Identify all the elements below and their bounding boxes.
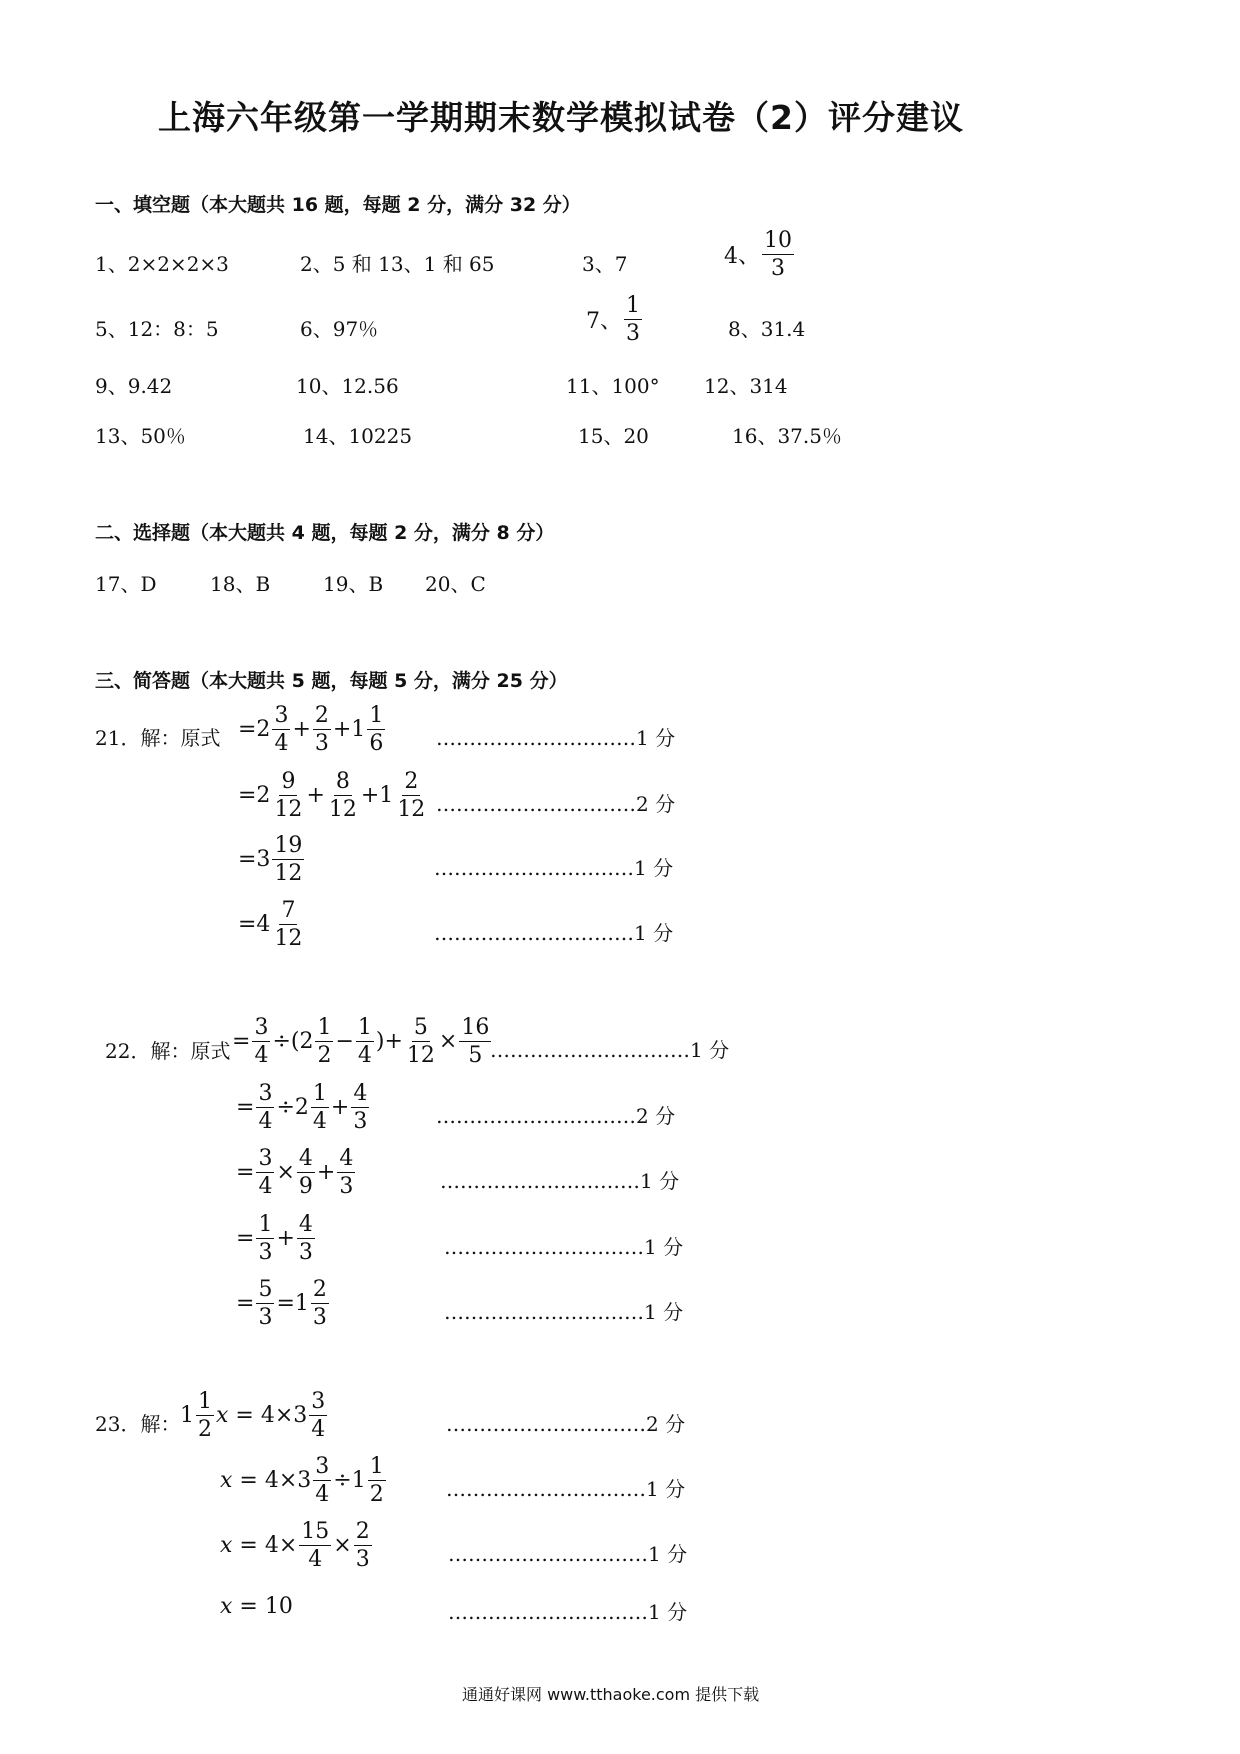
answer-15: 15、20 <box>578 424 649 448</box>
answer-7 <box>586 294 644 345</box>
q22-step4: = $\frac{1}{3}$ + $\frac{4}{3}$ <box>236 1212 313 1266</box>
q21-step1-points: …………………………1 分 <box>436 726 676 750</box>
q23-step2-points: …………………………1 分 <box>446 1477 686 1501</box>
answer-14: 14、10225 <box>303 424 413 448</box>
answer-7-label: 7、 <box>586 309 622 335</box>
q23-step3-points: …………………………1 分 <box>448 1542 688 1566</box>
q21-step3-points: …………………………1 分 <box>434 856 674 880</box>
answer-4-label: 4、 <box>724 244 760 270</box>
q21-step2: =2 $\frac{9}{12}$ + $\frac{8}{12}$ +1 $\frac{2}{12}$ <box>238 769 426 823</box>
q21-label: 21．解：原式 <box>95 726 221 750</box>
answer-2: 2、5 和 13、1 和 65 <box>300 252 495 276</box>
answer-1: 1、2×2×2×3 <box>95 252 229 276</box>
q23-step1: 1 $\frac{1}{2}$ x = 4×3 $\frac{3}{4}$ <box>180 1389 326 1443</box>
section2-heading: 二、选择题（本大题共 4 题，每题 2 分，满分 8 分） <box>95 522 555 544</box>
answer-10: 10、12.56 <box>296 374 399 398</box>
q23-step3: x = 4× $\frac{15}{4}$ × $\frac{2}{3}$ <box>220 1519 370 1573</box>
answer-5: 5、12：8：5 <box>95 317 219 341</box>
answer-4 <box>724 229 796 280</box>
fraction-denominator: 3 <box>771 256 785 282</box>
q23-step4-points: …………………………1 分 <box>448 1600 688 1624</box>
q22-step1-points: …………………………1 分 <box>490 1038 730 1062</box>
answer-6: 6、97％ <box>300 317 379 341</box>
answer-8: 8、31.4 <box>728 317 806 341</box>
q22-step5-points: …………………………1 分 <box>444 1300 684 1324</box>
q22-step1: = $\frac{3}{4}$ ÷(2 $\frac{1}{2}$ − $\frac{1}{4}$ )+ $\frac{5}{12}$ × $\frac{16}{5}$ <box>232 1015 490 1069</box>
q22-step5: = $\frac{5}{3}$ =1 $\frac{2}{3}$ <box>236 1277 327 1331</box>
fraction-numerator: 10 <box>762 229 794 255</box>
q21-step4-points: …………………………1 分 <box>434 921 674 945</box>
fraction-denominator: 3 <box>626 321 640 347</box>
q23-step4: x = 10 <box>220 1594 293 1619</box>
section1-heading: 一、填空题（本大题共 16 题，每题 2 分，满分 32 分） <box>95 194 581 216</box>
fraction-numerator: 1 <box>624 294 642 320</box>
answer-20: 20、C <box>425 572 486 596</box>
answer-11: 11、100° <box>566 374 660 398</box>
answer-12: 12、314 <box>704 374 788 398</box>
q21-step2-points: …………………………2 分 <box>436 792 676 816</box>
page-title: 上海六年级第一学期期末数学模拟试卷（2）评分建议 <box>158 98 964 137</box>
q23-step2: x = 4×3 $\frac{3}{4}$ ÷1 $\frac{1}{2}$ <box>220 1454 384 1508</box>
q21-step1: =2 $\frac{3}{4}$ + $\frac{2}{3}$ +1 $\frac{1}{6}$ <box>238 703 384 757</box>
answer-16: 16、37.5％ <box>732 424 842 448</box>
answer-18: 18、B <box>210 572 271 596</box>
answer-7-fraction <box>624 294 642 345</box>
footer-text: 通通好课网 www.tthaoke.com 提供下载 <box>462 1685 760 1704</box>
answer-19: 19、B <box>323 572 384 596</box>
answer-13: 13、50％ <box>95 424 186 448</box>
answer-3: 3、7 <box>582 252 628 276</box>
answer-17: 17、D <box>95 572 157 596</box>
section3-heading: 三、简答题（本大题共 5 题，每题 5 分，满分 25 分） <box>95 670 568 692</box>
q23-label: 23．解： <box>95 1412 181 1436</box>
q22-step3: = $\frac{3}{4}$ × $\frac{4}{9}$ + $\frac{4}{3}$ <box>236 1146 354 1200</box>
q23-step1-points: …………………………2 分 <box>446 1412 686 1436</box>
q22-label: 22．解：原式 <box>105 1039 231 1063</box>
answer-9: 9、9.42 <box>95 374 173 398</box>
q22-step2-points: …………………………2 分 <box>436 1104 676 1128</box>
q22-step4-points: …………………………1 分 <box>444 1235 684 1259</box>
q22-step2: = $\frac{3}{4}$ ÷2 $\frac{1}{4}$ + $\frac{4}{3}$ <box>236 1081 368 1135</box>
answer-4-fraction <box>762 229 794 280</box>
q21-step4: =4 $\frac{7}{12}$ <box>238 898 303 952</box>
q22-step3-points: …………………………1 分 <box>440 1169 680 1193</box>
q21-step3: =3 $\frac{19}{12}$ <box>238 833 303 887</box>
